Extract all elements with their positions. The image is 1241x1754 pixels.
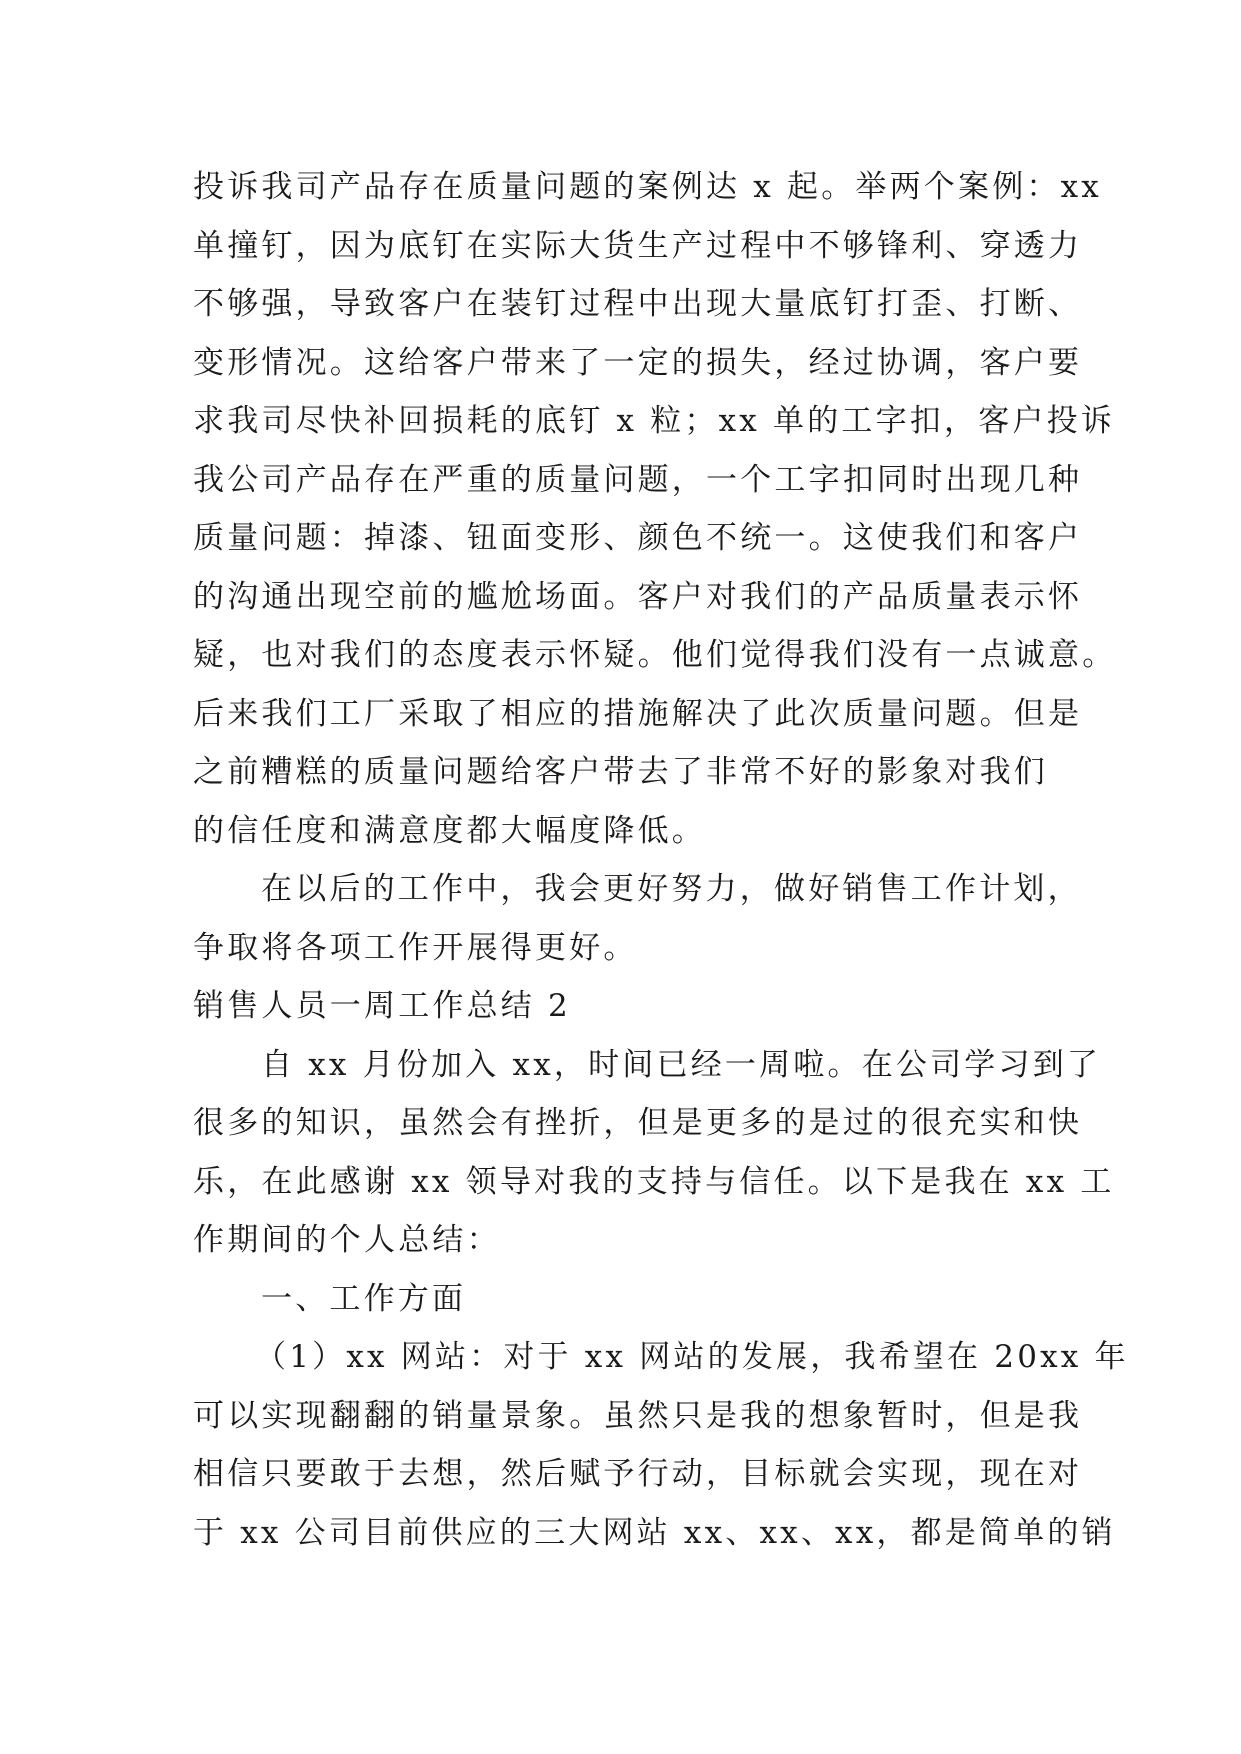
subsection-heading: 一、工作方面 [261, 1280, 467, 1317]
text-line: 变形情况。这给客户带来了一定的损失，经过协调，客户要 [193, 344, 1083, 381]
text-line: 于 xx 公司目前供应的三大网站 xx、xx、xx，都是简单的销 [193, 1514, 1116, 1551]
section-heading: 销售人员一周工作总结 2 [193, 988, 571, 1024]
text-line: 不够强，导致客户在装钉过程中出现大量底钉打歪、打断、 [193, 286, 1083, 322]
text-line: 乐，在此感谢 xx 领导对我的支持与信任。以下是我在 xx 工 [193, 1163, 1115, 1200]
text-line: 可以实现翻翻的销量景象。虽然只是我的想象暂时，但是我 [193, 1397, 1083, 1434]
text-line: 质量问题：掉漆、钮面变形、颜色不统一。这使我们和客户 [193, 520, 1083, 556]
text-line: 投诉我司产品存在质量问题的案例达 x 起。举两个案例：xx [193, 169, 1102, 205]
paragraph-first-line: 在以后的工作中，我会更好努力，做好销售工作计划， [261, 871, 1082, 907]
paragraph-first-line: （1）xx 网站：对于 xx 网站的发展，我希望在 20xx 年 [255, 1339, 1129, 1375]
text-line: 之前糟糕的质量问题给客户带去了非常不好的影象对我们 [193, 754, 1048, 790]
paragraph-first-line: 自 xx 月份加入 xx，时间已经一周啦。在公司学习到了 [261, 1046, 1102, 1083]
text-line: 作期间的个人总结： [193, 1222, 501, 1258]
text-line: 后来我们工厂采取了相应的措施解决了此次质量问题。但是 [193, 695, 1083, 732]
text-line: 疑，也对我们的态度表示怀疑。他们觉得我们没有一点诚意。 [193, 637, 1117, 673]
text-line: 很多的知识，虽然会有挫折，但是更多的是过的很充实和快 [193, 1105, 1083, 1141]
text-line: 我公司产品存在严重的质量问题，一个工字扣同时出现几种 [193, 461, 1083, 498]
text-line: 相信只要敢于去想，然后赋予行动，目标就会实现，现在对 [193, 1456, 1083, 1492]
text-line: 的沟通出现空前的尴尬场面。客户对我们的产品质量表示怀 [193, 578, 1083, 615]
text-line: 求我司尽快补回损耗的底钉 x 粒；xx 单的工字扣，客户投诉 [193, 403, 1116, 439]
document-body [193, 158, 1129, 1562]
text-line: 的信任度和满意度都大幅度降低。 [193, 812, 706, 849]
text-line: 单撞钉，因为底钉在实际大货生产过程中不够锋利、穿透力 [193, 227, 1083, 264]
text-line: 争取将各项工作开展得更好。 [193, 929, 638, 966]
